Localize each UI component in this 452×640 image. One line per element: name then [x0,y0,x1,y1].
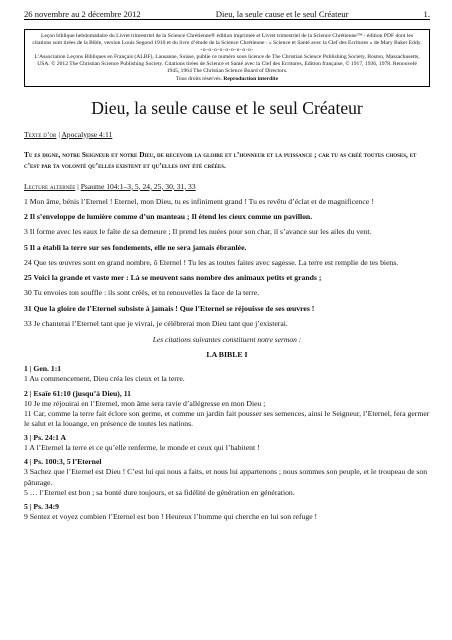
responsive-reading-heading [24,182,430,192]
responsive-verse: 3 Il forme avec les eaux le faîte de sa demeure ; Il prend les nuées pour son char, il s’avance sur les ailes du vent. [24,227,372,237]
responsive-verse: 24 Que tes œuvres sont en grand nombre, ô Eternel ! Tu les as toutes faites avec sagesse. La terre est remplie de tes biens. [24,257,399,267]
header-date-range: 26 novembre au 2 décembre 2012 [24,9,141,19]
publication-info-box [24,29,430,87]
responsive-verse: 2 Il s’enveloppe de lumière comme d’un manteau ; Il étend les cieux comme un pavillon. [24,211,313,221]
responsive-verse: 5 Il a établi la terre sur ses fondements, elle ne sera jamais ébranlée. [24,242,247,252]
responsive-verse: 31 Que la gloire de l’Eternel subsiste à jamais ! Que l’Eternel se réjouisse de ses œuvres ! [24,303,315,313]
responsive-reading-ref: Psaume 104:1–3, 5, 24, 25, 30, 31, 33 [80,181,196,191]
section-heading: LA BIBLE I [206,350,248,360]
responsive-reading-verses [24,197,430,330]
responsive-verse: 25 Voici la grande et vaste mer : Là se meuvent sans nombre des animaux petits et grands ; [24,273,322,283]
golden-text-ref: Apocalypse 4:11 [61,129,113,139]
citation-verse: 10 Je me réjouirai en l’Eternel, mon âme sera ravie d’allégresse en mon Dieu ; [24,398,266,408]
golden-text-heading [24,130,430,140]
citation-reference: 3 | Ps. 24:1 A [24,433,67,443]
info-copyright: L’Association Leçons Bibliques en Français (ALBF), Lausanne, Suisse, publie ce numéro sous licence de The Christian Science Publishing Society, Boston, Massachusetts, USA. © 2012 The Christian Science Publishing Society. Citations tirées de Science et Santé avec la Clef des Ecritures, Edition française, © 1917, 1936, 1978. Renouvelé 1945, 1964 The Christian Science Board of Directors. [34,54,420,75]
responsive-verse: 33 Je chanterai l’Eternel tant que je vivrai, je célébrerai mon Dieu tant que j’existerai. [24,319,288,329]
citation-verse: 1 Au commencement, Dieu créa les cieux et la terre. [24,374,185,384]
responsive-verse: 30 Tu envoies ton souffle : ils sont créés, et tu renouvelles la face de la terre. [24,288,260,298]
responsive-reading-divider: | [77,181,81,191]
page-title: Dieu, la seule cause et le seul Créateur [91,97,363,118]
golden-text-divider: | [58,129,62,139]
citation-reference: 1 | Gen. 1:1 [24,364,62,374]
citation-verse: 5 … l’Eternel est bon ; sa bonté dure toujours, et sa fidélité de génération en génération. [24,487,295,497]
info-description: Leçon biblique hebdomadaire du Livret trimestriel de la Science Chrétienne® édition imprimée et Livret trimestriel de la Science Chrétienne™ - édition PDF dont les citations sont tirées de la Bible, version Louis Segond 1910 et du livre d’étude de la Science Chrétienne : « Science et Santé avec la Clef des Ecritures » de Mary Baker Eddy. [32,33,422,47]
citation-reference: 4 | Ps. 100:3, 5 l’Eternel [24,457,102,467]
running-header [24,0,430,20]
golden-text-label: Texte d’or [24,129,57,139]
citation-verse: 1 A l’Eternel la terre et ce qu’elle renferme, le monde et ceux qui l’habitent ! [24,443,260,453]
sermon-intro: Les citations suivantes constituent notre sermon : [152,335,302,345]
citation-reference: 5 | Ps. 34:9 [24,501,60,511]
header-lesson-title: Dieu, la seule cause et le seul Créateur [215,9,349,19]
responsive-reading-label: Lecture alternée [24,181,76,191]
citation-verse: 3 Sachez que l’Eternel est Dieu ! C’est lui qui nous a faits, et nous lui appartenons ; nous sommes son peuple, et le troupeau de son pâturage. [24,467,428,487]
rights-bold: Reproduction interdite [223,75,279,82]
responsive-verse: 1 Mon âme, bénis l’Eternel ! Eternel, mon Dieu, tu es infiniment grand ! Tu es revêtu d’éclat et de magnificence ! [24,196,374,206]
rights-prefix: Tous droits réservés. [175,75,222,82]
info-rights [31,76,423,83]
info-separator: -o-o-o-o-o-o-o-o-o- [200,47,254,54]
citation-reference: 2 | Esaïe 61:10 (jusqu’à Dieu), 11 [24,388,131,398]
citation-verse: 9 Sentez et voyez combien l’Eternel est bon ! Heureux l’homme qui cherche en lui son refuge ! [24,511,318,521]
citation-verse: 11 Car, comme la terre fait éclore son germe, et comme un jardin fait pousser ses semences, ainsi le Seigneur, l’Eternel, fera germer le salut et la louange, en présence de toutes les nations. [24,408,430,428]
header-page-number: 1. [423,9,430,19]
golden-text-body: Tu es digne, notre Seigneur et notre Dieu, de recevoir la gloire et l’honneur et la puissance ; car tu as créé toutes choses, et c’est par ta volonté qu’elles existent et qu’elles ont été créées. [24,149,417,170]
bible-citations [24,364,430,522]
